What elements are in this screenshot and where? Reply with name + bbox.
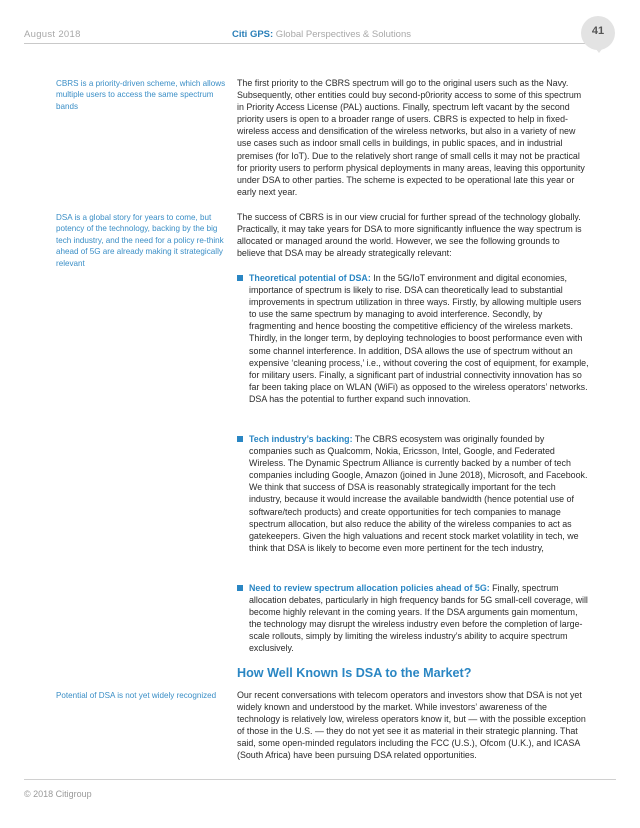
header-brand: Citi GPS: — [232, 29, 274, 40]
footer-divider — [24, 779, 616, 780]
sidenote-dsa-potential: Potential of DSA is not yet widely recognized — [56, 691, 217, 700]
bullet-heading: Need to review spectrum allocation policies ahead of 5G: — [249, 583, 490, 593]
bullet-spectrum-policies — [237, 582, 589, 655]
page-badge-tail — [592, 44, 606, 53]
bullet-tech-backing — [237, 433, 589, 554]
page-header — [0, 0, 640, 48]
bullet-heading: Tech industry’s backing: — [249, 434, 353, 444]
bullet-body — [249, 272, 589, 405]
footer-copyright: © 2018 Citigroup — [24, 789, 92, 799]
header-publication-title: Global Perspectives & Solutions — [273, 29, 411, 40]
header-publication — [232, 29, 411, 40]
sidenote-dsa-global: DSA is a global story for years to come, but potency of the technology, backing by the big tech industry, and the need for a policy re-think ahead of 5G are already making it strategically relevant — [56, 213, 224, 268]
page-number: 41 — [591, 25, 605, 37]
header-date: August 2018 — [24, 29, 81, 40]
paragraph-text: Our recent conversations with telecom operators and investors show that DSA is not yet widely known and understood by the market. While investors’ awareness of the technology is relatively low, wireless operators know it, but — with the possible exception of those in the U.S. — they do not yet see it as material in their strategic planning. That said, some open-minded regulators including the FCC (U.S.), Ofcom (U.K.), and ICASA (South Africa) have been pursuing DSA related opportunities. — [237, 690, 586, 761]
body-paragraph-cbrs — [237, 77, 589, 198]
bullet-body — [249, 582, 589, 655]
bullet-square-icon — [237, 585, 243, 591]
body-paragraph-success — [237, 211, 589, 259]
bullet-square-icon — [237, 275, 243, 281]
bullet-body — [249, 433, 589, 554]
bullet-text: The CBRS ecosystem was originally founded by companies such as Qualcomm, Nokia, Ericsson, Intel, Google, and Federated Wireless. The Dynamic Spectrum Alliance is currently backed by a number of tech companies including Google, Amazon (joined in June 2018), Microsoft, and Facebook. We think that success of DSA is reasonably strategically important for the tech industry, because it would increase the available bandwidth (hence potential use of software/tech products) and create opportunities for tech companies to manage spectrum allocation, but also reduce the ability of the wireless companies to act as gatekeepers. Given the high valuations and recent stock market volatility in tech, we think that DSA is likely to become even more pertinent for the tech industry, — [249, 434, 588, 553]
paragraph-text: The success of CBRS is in our view crucial for further spread of the technology globally. Practically, it may take years for DSA to more significantly influence the way spectrum is allocated or managed around the world. However, we see the following grounds to believe that DSA may be already strategically relevant: — [237, 212, 582, 259]
bullet-square-icon — [237, 436, 243, 442]
section-title: How Well Known Is DSA to the Market? — [237, 666, 472, 680]
bullet-theoretical-potential — [237, 272, 589, 405]
body-paragraph-awareness — [237, 689, 589, 762]
bullet-text: Finally, spectrum allocation debates, particularly in high frequency bands for 5G small-cell coverage, will become highly relevant in the coming years. If the DSA arguments gain momentum, the technology may disrupt the wireless industry even before the completion of large-scale rollouts, simply by limiting the wireless industry’s ability to acquire spectrum exclusively. — [249, 583, 588, 654]
paragraph-text: The first priority to the CBRS spectrum will go to the original users such as the Navy. Subsequently, other entities could buy second-p0riority access to some of this spectrum in Priority Access License (PAL) auctions. Finally, spectrum left vacant by the second priority users is open to a broader range of users. CBRS is expected to help in fixed-wireless access and densification of the wireless networks, but also in a variety of new use cases such as indoor small cells in buildings, in public spaces, and in industrial premises (for IoT). Due to the relatively short range of small cells it may not be practical for priority users to perform physical deployments in many areas, leaving this opportunity under DSA to other parties. The scheme is expected to be operational late this year or early next year. — [237, 78, 585, 197]
bullet-text: In the 5G/IoT environment and digital economies, importance of spectrum is likely to rise. DSA can theoretically lead to substantial improvements in spectrum utilization in three ways. Firstly, by allowing multiple users to use the same spectrum by managing to avoid interference. Secondly, by fragmenting and hence boosting the competitive efficiency of the wireless markets. Thirdly, in the longer term, by deploying technologies to boost performance even with some channel interference. In addition, DSA allows the use of spectrum without an expensive ‘cleaning process,’ i.e., without covering the cost of equipment, for example, for military users. Finally, a significant part of industrial connectivity innovation has so far been taking place on WLAN (WiFi) as opposed to the wireless operators’ networks. DSA has the potential to further expand such innovation. — [249, 273, 589, 404]
sidenote-cbrs: CBRS is a priority-driven scheme, which allows multiple users to access the same spectrum bands — [56, 79, 226, 111]
header-divider — [24, 43, 594, 44]
bullet-heading: Theoretical potential of DSA: — [249, 273, 371, 283]
